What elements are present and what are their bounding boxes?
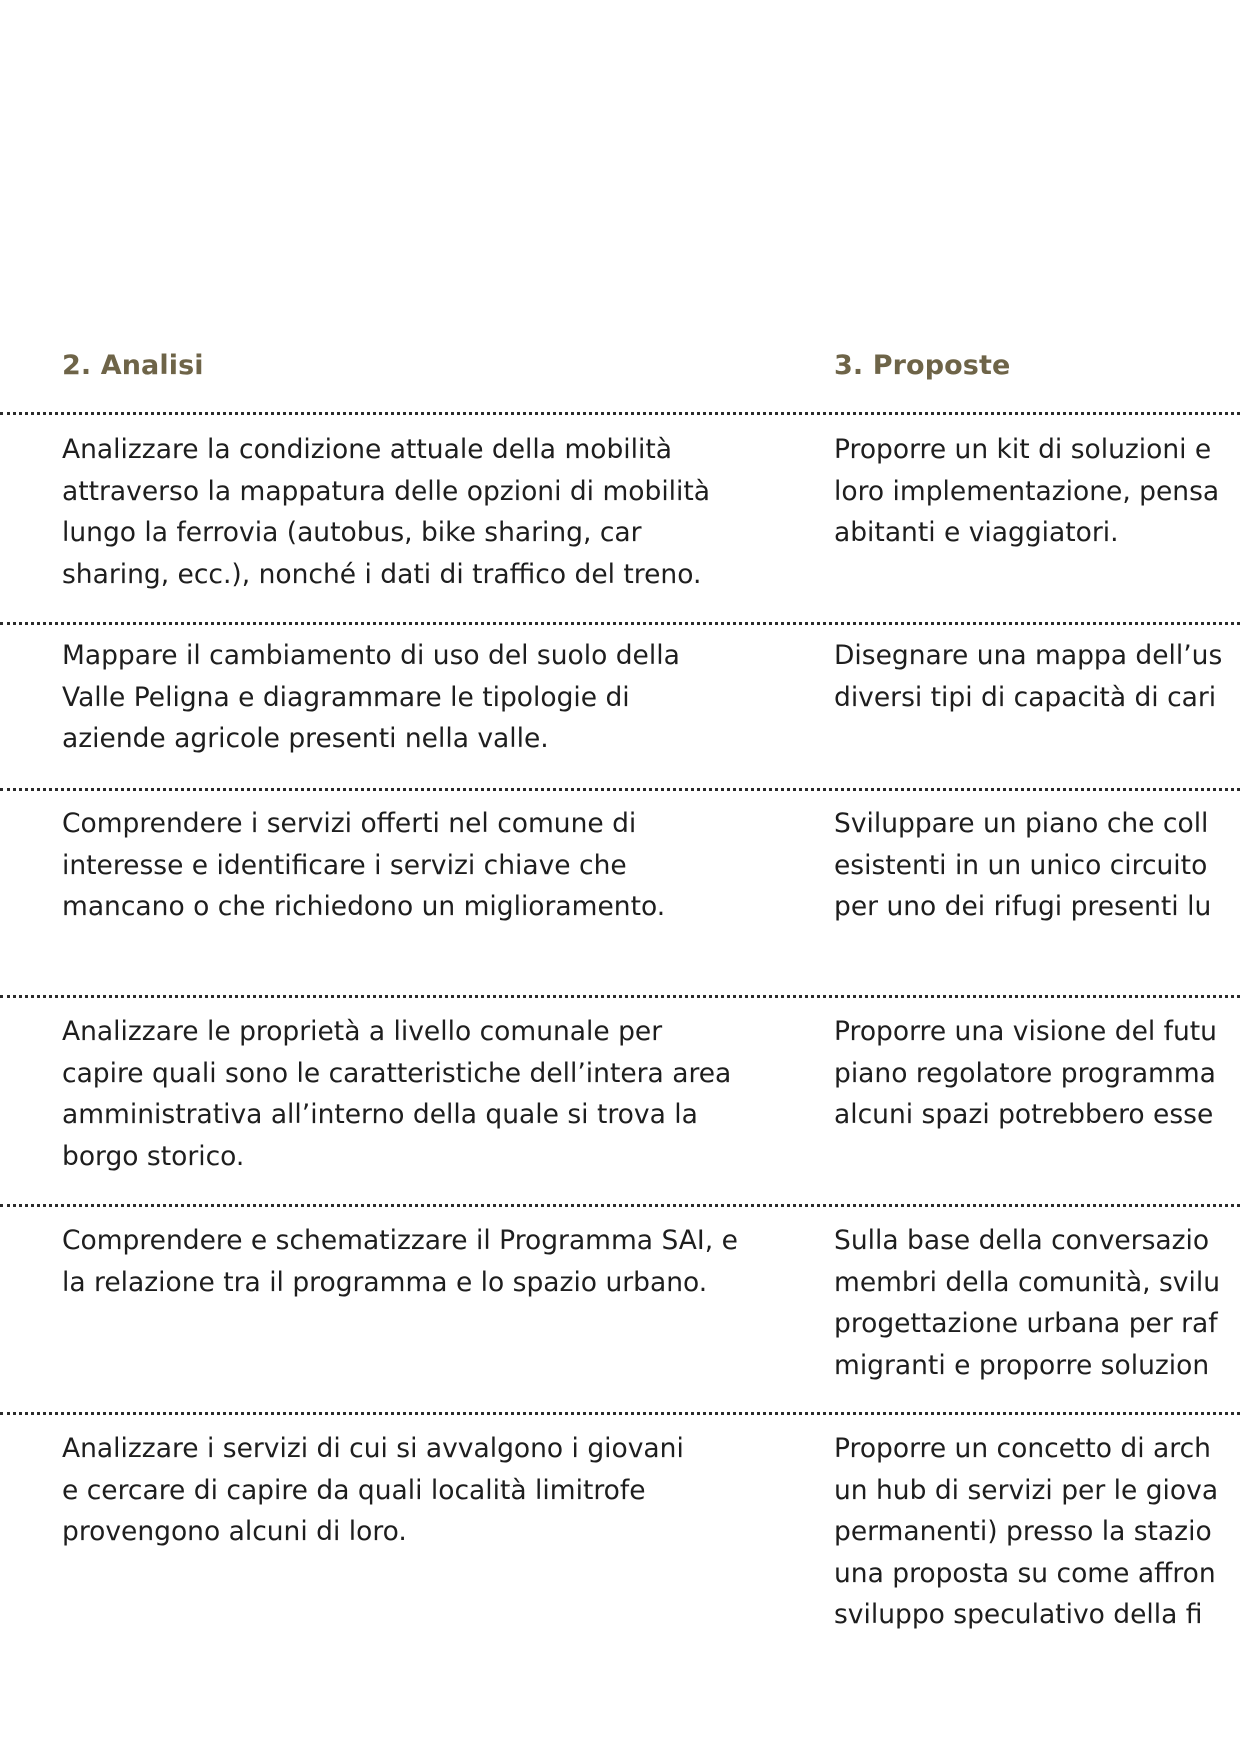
proposte-line: Proporre una visione del futu bbox=[834, 1016, 1217, 1047]
analisi-cell bbox=[62, 1220, 822, 1303]
proposte-line: Proporre un kit di soluzioni e bbox=[834, 434, 1212, 465]
analisi-line: capire quali sono le caratteristiche dell’intera area bbox=[62, 1057, 732, 1089]
analisi-line: lungo la ferrovia (autobus, bike sharing, car bbox=[62, 517, 642, 548]
proposte-line: un hub di servizi per le giova bbox=[834, 1474, 1219, 1506]
analisi-line: borgo storico. bbox=[62, 1140, 245, 1172]
row-divider bbox=[0, 995, 1240, 998]
proposte-line: migranti e proporre soluzion bbox=[834, 1349, 1210, 1381]
proposte-line: Sulla base della conversazio bbox=[834, 1225, 1210, 1256]
proposte-cell bbox=[834, 1220, 1240, 1386]
proposte-line: alcuni spazi potrebbero esse bbox=[834, 1099, 1214, 1130]
row-divider bbox=[0, 1204, 1240, 1207]
analisi-cell bbox=[62, 635, 822, 760]
analisi-line: la relazione tra il programma e lo spazio urbano. bbox=[62, 1266, 708, 1298]
row-divider bbox=[0, 788, 1240, 791]
proposte-line: permanenti) presso la stazio bbox=[834, 1516, 1212, 1547]
column-heading-analisi: 2. Analisi bbox=[62, 350, 204, 381]
analisi-line: Analizzare la condizione attuale della mobilità bbox=[62, 434, 673, 465]
proposte-line: loro implementazione, pensa bbox=[834, 475, 1220, 507]
analisi-cell bbox=[62, 429, 822, 595]
analisi-line: provengono alcuni di loro. bbox=[62, 1516, 407, 1547]
proposte-line: Disegnare una mappa dell’us bbox=[834, 640, 1223, 671]
proposte-cell bbox=[834, 429, 1240, 554]
analisi-cell bbox=[62, 1011, 822, 1177]
row-divider bbox=[0, 412, 1240, 415]
proposte-line: sviluppo speculativo della fi bbox=[834, 1599, 1203, 1630]
analisi-line: Analizzare i servizi di cui si avvalgono i giovani bbox=[62, 1433, 684, 1464]
proposte-line: abitanti e viaggiatori. bbox=[834, 517, 1119, 548]
column-heading-proposte: 3. Proposte bbox=[834, 350, 1011, 381]
row-divider bbox=[0, 1412, 1240, 1415]
proposte-line: membri della comunità, svilu bbox=[834, 1266, 1220, 1298]
proposte-line: piano regolatore programma bbox=[834, 1057, 1216, 1089]
analisi-line: e cercare di capire da quali località limitrofe bbox=[62, 1474, 646, 1506]
analisi-cell bbox=[62, 1428, 822, 1553]
proposte-cell bbox=[834, 1011, 1240, 1136]
analisi-line: Comprendere i servizi offerti nel comune di bbox=[62, 808, 637, 839]
analisi-line: Mappare il cambiamento di uso del suolo della bbox=[62, 640, 680, 671]
proposte-cell bbox=[834, 1428, 1240, 1636]
proposte-cell bbox=[834, 635, 1240, 718]
analisi-line: amministrativa all’interno della quale si trova la bbox=[62, 1099, 698, 1130]
proposte-line: per uno dei rifugi presenti lu bbox=[834, 891, 1212, 922]
proposte-line: Proporre un concetto di arch bbox=[834, 1433, 1211, 1464]
proposte-line: una proposta su come affron bbox=[834, 1557, 1216, 1589]
proposte-cell bbox=[834, 803, 1240, 928]
proposte-line: esistenti in un unico circuito bbox=[834, 849, 1208, 881]
proposte-line: Sviluppare un piano che coll bbox=[834, 808, 1209, 839]
analisi-cell bbox=[62, 803, 822, 928]
analisi-line: Analizzare le proprietà a livello comunale per bbox=[62, 1016, 663, 1047]
analisi-line: aziende agricole presenti nella valle. bbox=[62, 723, 549, 754]
analisi-line: attraverso la mappatura delle opzioni di mobilità bbox=[62, 475, 711, 507]
analisi-line: interesse e identificare i servizi chiave che bbox=[62, 849, 627, 881]
analisi-line: sharing, ecc.), nonché i dati di traffico del treno. bbox=[62, 558, 702, 590]
analisi-line: mancano o che richiedono un miglioramento. bbox=[62, 891, 666, 922]
row-divider bbox=[0, 622, 1240, 625]
proposte-line: progettazione urbana per raf bbox=[834, 1308, 1218, 1339]
analisi-line: Comprendere e schematizzare il Programma SAI, e bbox=[62, 1225, 738, 1256]
proposte-line: diversi tipi di capacità di cari bbox=[834, 681, 1217, 713]
analisi-line: Valle Peligna e diagrammare le tipologie di bbox=[62, 681, 630, 713]
